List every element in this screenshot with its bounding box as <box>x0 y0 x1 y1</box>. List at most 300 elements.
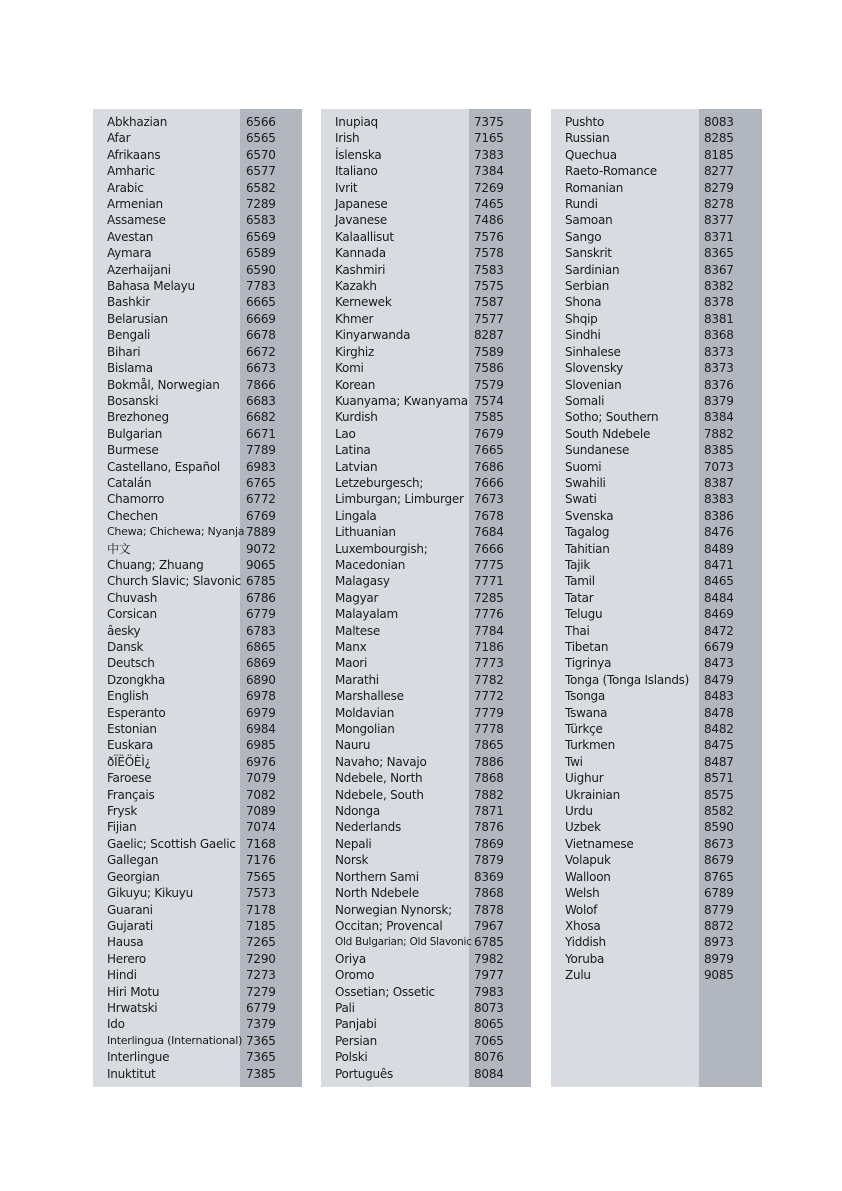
language-code: 7782 <box>474 672 504 687</box>
language-code: 8471 <box>704 557 734 572</box>
language-row <box>551 344 762 360</box>
language-code: 8469 <box>704 607 734 622</box>
language-row <box>551 869 762 885</box>
language-name: Corsican <box>107 607 157 622</box>
language-row <box>551 475 762 491</box>
language-code: 7269 <box>474 180 504 195</box>
language-row <box>321 491 531 507</box>
language-code: 6672 <box>246 344 276 359</box>
language-name: Walloon <box>565 869 611 884</box>
language-code: 6682 <box>246 410 276 425</box>
language-name: Bosanski <box>107 393 159 408</box>
language-name: Quechua <box>565 147 617 162</box>
language-row <box>321 163 531 179</box>
language-row <box>551 163 762 179</box>
language-row <box>551 721 762 737</box>
language-name: Ido <box>107 1017 125 1032</box>
language-name: Oriya <box>335 951 366 966</box>
language-code: 7779 <box>474 705 504 720</box>
language-row <box>321 672 531 688</box>
language-code: 9085 <box>704 968 734 983</box>
language-name: Malagasy <box>335 574 390 589</box>
language-row <box>321 393 531 409</box>
language-name: Slovensky <box>565 361 624 376</box>
language-row <box>321 705 531 721</box>
language-name: âesky <box>107 623 141 638</box>
language-code: 7776 <box>474 607 504 622</box>
language-code: 9065 <box>246 557 276 572</box>
language-code: 8484 <box>704 590 734 605</box>
language-row <box>93 426 302 442</box>
language-name: Moldavian <box>335 705 395 720</box>
language-name: Amharic <box>107 164 155 179</box>
language-name: Lithuanian <box>335 525 396 540</box>
language-row <box>321 787 531 803</box>
language-name: Magyar <box>335 590 379 605</box>
language-row <box>93 409 302 425</box>
language-code: 7789 <box>246 443 276 458</box>
language-row <box>93 360 302 376</box>
language-name: Norsk <box>335 853 369 868</box>
language-code: 8386 <box>704 508 734 523</box>
language-row <box>551 212 762 228</box>
language-name: Shona <box>565 295 602 310</box>
language-row <box>321 1033 531 1049</box>
language-code: 8483 <box>704 689 734 704</box>
language-row <box>93 262 302 278</box>
language-code: 8373 <box>704 361 734 376</box>
language-row <box>321 918 531 934</box>
language-row <box>321 1000 531 1016</box>
language-row <box>321 590 531 606</box>
language-code: 6590 <box>246 262 276 277</box>
language-name: Chewa; Chichewa; Nyanja <box>107 525 245 539</box>
language-code: 7165 <box>474 131 504 146</box>
language-row <box>93 1000 302 1016</box>
language-code: 7886 <box>474 754 504 769</box>
language-name: Azerhaijani <box>107 262 171 277</box>
language-code: 7365 <box>246 1050 276 1065</box>
language-name: Turkmen <box>565 738 615 753</box>
language-code: 6566 <box>246 115 276 129</box>
language-row <box>93 245 302 261</box>
language-row <box>551 590 762 606</box>
language-code: 7868 <box>474 886 504 901</box>
language-row <box>551 672 762 688</box>
language-code: 9072 <box>246 541 276 556</box>
language-row <box>551 541 762 557</box>
language-name: South Ndebele <box>565 426 651 441</box>
language-code: 8479 <box>704 672 734 687</box>
language-name: Kuanyama; Kwanyama <box>335 393 468 408</box>
language-row <box>321 655 531 671</box>
language-row <box>551 639 762 655</box>
language-name: Somali <box>565 393 605 408</box>
language-code: 7565 <box>246 869 276 884</box>
language-name: 中文 <box>107 541 131 556</box>
language-row <box>321 442 531 458</box>
language-row <box>551 573 762 589</box>
language-row <box>93 524 302 540</box>
language-row <box>321 967 531 983</box>
language-code: 7579 <box>474 377 504 392</box>
language-name: Luxembourgish; <box>335 541 428 556</box>
language-row <box>321 623 531 639</box>
language-code: 7869 <box>474 836 504 851</box>
language-row <box>93 606 302 622</box>
language-name: Letzeburgesch; <box>335 475 424 490</box>
language-name: Hiri Motu <box>107 984 160 999</box>
language-name: Shqip <box>565 311 598 326</box>
language-row <box>321 147 531 163</box>
language-name: Interlingua (International) <box>107 1033 243 1047</box>
language-code: 7375 <box>474 115 504 129</box>
language-name: Sardinian <box>565 262 620 277</box>
language-row <box>551 327 762 343</box>
language-row <box>93 590 302 606</box>
language-code: 6978 <box>246 689 276 704</box>
language-code: 7575 <box>474 279 504 294</box>
language-row <box>93 180 302 196</box>
language-code: 8979 <box>704 951 734 966</box>
language-row <box>93 573 302 589</box>
language-row <box>93 787 302 803</box>
language-row <box>551 245 762 261</box>
language-row <box>551 524 762 540</box>
language-row <box>93 212 302 228</box>
language-row <box>551 360 762 376</box>
language-row <box>93 475 302 491</box>
language-code: 8369 <box>474 869 504 884</box>
language-column-3 <box>551 109 762 1087</box>
language-name: Swahili <box>565 475 606 490</box>
language-code: 6785 <box>474 935 504 950</box>
language-code: 7065 <box>474 1033 504 1048</box>
language-row <box>321 294 531 310</box>
language-row <box>321 557 531 573</box>
language-code: 7982 <box>474 951 504 966</box>
language-code: 6678 <box>246 328 276 343</box>
language-code: 8487 <box>704 754 734 769</box>
language-row <box>321 196 531 212</box>
language-name: Serbian <box>565 279 610 294</box>
language-row <box>551 803 762 819</box>
language-code: 6779 <box>246 1000 276 1015</box>
language-row <box>321 951 531 967</box>
language-row <box>93 639 302 655</box>
language-name: Kurdish <box>335 410 378 425</box>
language-code: 8076 <box>474 1050 504 1065</box>
language-row <box>321 737 531 753</box>
language-row <box>93 327 302 343</box>
language-code: 7573 <box>246 886 276 901</box>
language-code: 6786 <box>246 590 276 605</box>
language-row <box>551 311 762 327</box>
language-row <box>551 688 762 704</box>
language-code: 6582 <box>246 180 276 195</box>
language-code: 8478 <box>704 705 734 720</box>
language-row <box>321 344 531 360</box>
language-code: 8973 <box>704 935 734 950</box>
language-name: Castellano, Español <box>107 459 221 474</box>
language-row <box>93 819 302 835</box>
language-row <box>321 721 531 737</box>
language-name: Português <box>335 1066 394 1081</box>
language-name: Japanese <box>335 197 388 212</box>
language-name: Burmese <box>107 443 159 458</box>
language-row <box>93 1049 302 1065</box>
language-name: Sotho; Southern <box>565 410 659 425</box>
language-code: 8872 <box>704 918 734 933</box>
language-code: 8073 <box>474 1000 504 1015</box>
language-row <box>93 508 302 524</box>
language-code: 7585 <box>474 410 504 425</box>
language-name: Norwegian Nynorsk; <box>335 902 452 917</box>
language-row <box>321 639 531 655</box>
language-name: Ukrainian <box>565 787 621 802</box>
language-code: 8084 <box>474 1066 504 1081</box>
language-code: 7577 <box>474 311 504 326</box>
language-row <box>321 770 531 786</box>
language-name: Sango <box>565 229 602 244</box>
language-name: Nepali <box>335 836 372 851</box>
language-row <box>551 934 762 950</box>
language-row <box>321 803 531 819</box>
language-code: 7673 <box>474 492 504 507</box>
language-row <box>93 229 302 245</box>
language-name: Esperanto <box>107 705 166 720</box>
language-row <box>321 311 531 327</box>
language-name: Tonga (Tonga Islands) <box>565 672 690 687</box>
language-row <box>93 655 302 671</box>
language-row <box>321 212 531 228</box>
language-row <box>93 705 302 721</box>
language-row <box>93 934 302 950</box>
language-name: Kannada <box>335 246 386 261</box>
language-code: 8387 <box>704 475 734 490</box>
language-name: Türkçe <box>565 722 603 737</box>
language-code: 8377 <box>704 213 734 228</box>
language-code: 6769 <box>246 508 276 523</box>
language-code: 7365 <box>246 1033 276 1048</box>
language-name: Frysk <box>107 804 138 819</box>
language-name: Interlingue <box>107 1050 170 1065</box>
language-name: Telugu <box>565 607 603 622</box>
language-name: Russian <box>565 131 610 146</box>
language-name: Slovenian <box>565 377 622 392</box>
language-code: 7273 <box>246 968 276 983</box>
language-code: 6669 <box>246 311 276 326</box>
language-code: 7079 <box>246 771 276 786</box>
language-row <box>551 819 762 835</box>
language-row <box>551 737 762 753</box>
language-code: 8765 <box>704 869 734 884</box>
language-name: Brezhoneg <box>107 410 169 425</box>
language-name: Hrwatski <box>107 1000 158 1015</box>
language-name: Tibetan <box>565 640 609 654</box>
language-code: 6890 <box>246 672 276 687</box>
language-name: Chuvash <box>107 590 158 605</box>
language-code: 7289 <box>246 197 276 212</box>
language-code: 7865 <box>474 738 504 753</box>
language-code: 8571 <box>704 771 734 786</box>
language-name: Twi <box>565 754 583 769</box>
language-code: 7772 <box>474 689 504 704</box>
language-row <box>93 541 302 557</box>
language-row <box>551 787 762 803</box>
language-row <box>551 508 762 524</box>
language-name: Tamil <box>565 574 595 589</box>
language-code: 8779 <box>704 902 734 917</box>
language-code: 8582 <box>704 804 734 819</box>
language-row <box>321 262 531 278</box>
language-name: Bengali <box>107 328 151 343</box>
language-code: 7384 <box>474 164 504 179</box>
language-code: 7876 <box>474 820 504 835</box>
language-row <box>93 754 302 770</box>
language-code: 7773 <box>474 656 504 671</box>
language-name: Ndebele, South <box>335 787 424 802</box>
language-name: Bashkir <box>107 295 150 310</box>
language-name: Inupiaq <box>335 115 378 129</box>
language-code: 8465 <box>704 574 734 589</box>
language-code: 6569 <box>246 229 276 244</box>
language-name: Guarani <box>107 902 153 917</box>
language-name: Tagalog <box>565 525 610 540</box>
language-row <box>551 393 762 409</box>
language-row <box>93 869 302 885</box>
language-code: 7589 <box>474 344 504 359</box>
language-name: Irish <box>335 131 360 146</box>
language-code: 7576 <box>474 229 504 244</box>
language-name: Français <box>107 787 155 802</box>
language-name: Welsh <box>565 886 600 901</box>
language-code: 6683 <box>246 393 276 408</box>
language-row <box>551 114 762 130</box>
language-name: Lao <box>335 426 356 441</box>
language-code: 7771 <box>474 574 504 589</box>
language-name: Ossetian; Ossetic <box>335 984 435 999</box>
language-name: Occitan; Provencal <box>335 918 443 933</box>
language-row <box>321 508 531 524</box>
language-row <box>93 803 302 819</box>
language-code: 8382 <box>704 279 734 294</box>
language-row <box>93 623 302 639</box>
language-name: Ivrit <box>335 180 358 195</box>
language-code: 7871 <box>474 804 504 819</box>
language-name: Íslenska <box>335 147 382 162</box>
language-row <box>321 524 531 540</box>
language-row <box>321 180 531 196</box>
language-name: Mongolian <box>335 722 395 737</box>
language-name: Macedonian <box>335 557 406 572</box>
language-code: 8285 <box>704 131 734 146</box>
language-name: Sindhi <box>565 328 601 343</box>
language-code: 7684 <box>474 525 504 540</box>
language-row <box>551 705 762 721</box>
language-code: 8472 <box>704 623 734 638</box>
language-code: 8379 <box>704 393 734 408</box>
language-code: 6783 <box>246 623 276 638</box>
language-row <box>93 688 302 704</box>
language-name: Gaelic; Scottish Gaelic <box>107 836 236 851</box>
language-code: 8278 <box>704 197 734 212</box>
language-row <box>321 245 531 261</box>
language-name: Xhosa <box>565 918 601 933</box>
language-code: 6865 <box>246 640 276 654</box>
language-row <box>93 344 302 360</box>
language-code: 7082 <box>246 787 276 802</box>
language-row <box>93 770 302 786</box>
language-code: 8383 <box>704 492 734 507</box>
language-row <box>551 229 762 245</box>
language-code: 7866 <box>246 377 276 392</box>
language-code: 6869 <box>246 656 276 671</box>
language-code: 8277 <box>704 164 734 179</box>
language-code: 6679 <box>704 640 734 654</box>
language-code: 7679 <box>474 426 504 441</box>
language-row <box>321 869 531 885</box>
language-name: Tajik <box>565 557 591 572</box>
language-name: English <box>107 689 149 704</box>
language-name: Samoan <box>565 213 613 228</box>
language-row <box>321 114 531 130</box>
language-code: 7586 <box>474 361 504 376</box>
language-name: North Ndebele <box>335 886 419 901</box>
language-name: Swati <box>565 492 597 507</box>
language-row <box>321 377 531 393</box>
language-name: Thai <box>565 623 590 638</box>
language-row <box>321 819 531 835</box>
language-name: Avestan <box>107 229 154 244</box>
language-name: Herero <box>107 951 146 966</box>
language-name: Yoruba <box>565 951 605 966</box>
language-code: 7686 <box>474 459 504 474</box>
language-row <box>93 885 302 901</box>
language-column-1 <box>93 109 302 1087</box>
language-code: 8378 <box>704 295 734 310</box>
language-row <box>321 278 531 294</box>
language-row <box>551 852 762 868</box>
language-name: Deutsch <box>107 656 155 671</box>
language-row <box>93 491 302 507</box>
language-code: 7882 <box>474 787 504 802</box>
language-row <box>551 623 762 639</box>
language-name: Javanese <box>335 213 387 228</box>
language-row <box>321 229 531 245</box>
language-code: 8367 <box>704 262 734 277</box>
language-name: Yiddish <box>565 935 606 950</box>
language-row <box>93 294 302 310</box>
language-row <box>321 606 531 622</box>
language-code: 7983 <box>474 984 504 999</box>
language-row <box>93 130 302 146</box>
language-code: 7967 <box>474 918 504 933</box>
language-name: Dansk <box>107 640 144 654</box>
language-name: Hausa <box>107 935 144 950</box>
language-code: 8384 <box>704 410 734 425</box>
language-name: Tatar <box>565 590 594 605</box>
language-code: 8065 <box>474 1017 504 1032</box>
language-code: 8489 <box>704 541 734 556</box>
language-code: 6577 <box>246 164 276 179</box>
language-name: Nederlands <box>335 820 401 835</box>
language-name: Tsonga <box>565 689 606 704</box>
language-code: 7783 <box>246 279 276 294</box>
language-row <box>551 754 762 770</box>
language-name: Zulu <box>565 968 591 983</box>
language-row <box>551 557 762 573</box>
